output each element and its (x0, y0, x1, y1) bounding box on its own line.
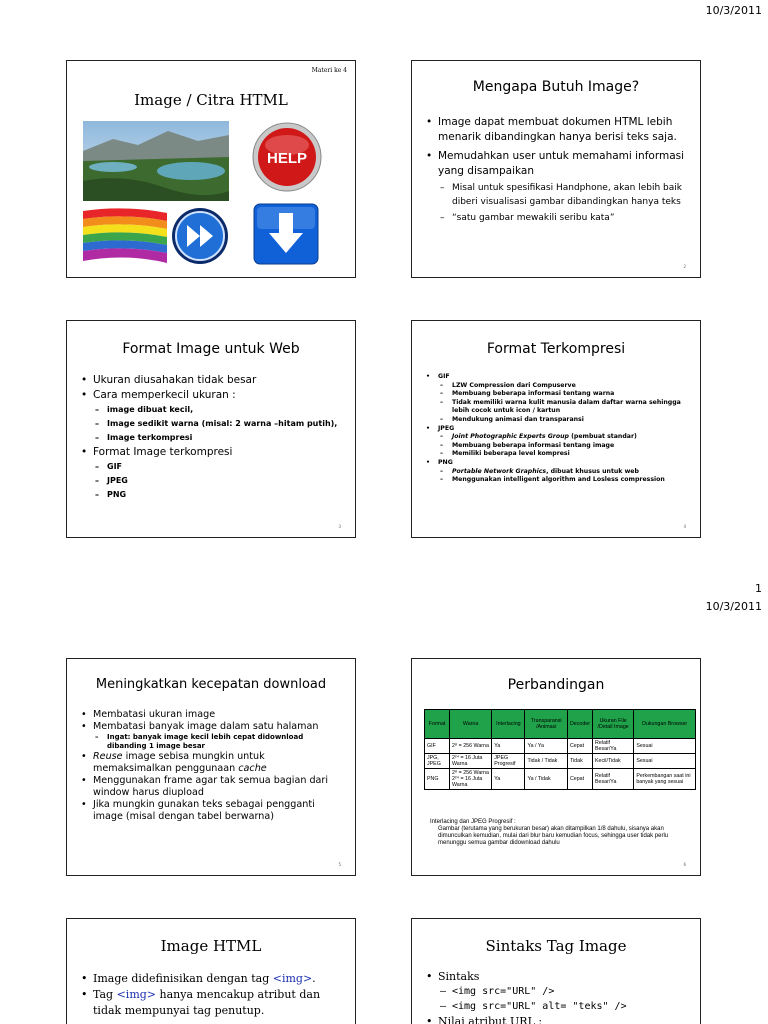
help-icon (251, 121, 323, 193)
table-cell: GIF (425, 739, 450, 754)
table-header: Ukuran File /Detail Image (593, 710, 634, 739)
slide-title: Mengapa Butuh Image? (472, 79, 640, 95)
slide-title: Image HTML (160, 937, 262, 955)
table-cell: Ya (492, 739, 525, 754)
slide-number: 5 (338, 862, 341, 867)
page-date: 10/3/2011 (705, 4, 762, 17)
bullet: • Membatasi banyak image dalam satu halaman (81, 721, 345, 733)
code-line: – <img src="URL" /> (426, 984, 692, 999)
table-cell: 2⁸ = 256 Warna (449, 739, 491, 754)
sub-bullet: – Misal untuk spesifikasi Handphone, akan lebih baik diberi visualisasi gambar dibandingkan hanya teks (426, 181, 688, 209)
table-cell: Relatif Besar/Ya (593, 739, 634, 754)
text: hanya mencakup atribut dan tidak mempunyai tag penutup. (93, 988, 321, 1017)
rainbow-flag-image (83, 207, 167, 265)
slide-7 (66, 918, 356, 1024)
sub-bullet: – LZW Compression dari Compuserve (426, 382, 694, 391)
bullet: • Sintaks (426, 969, 692, 984)
sub-bullet: – Mendukung animasi dan transparansi (426, 416, 694, 425)
table-cell: Sesuai (634, 739, 696, 754)
table-cell: JPG, JPEG (425, 754, 450, 769)
slide-number: 4 (683, 524, 686, 529)
table-header: Decoder (567, 710, 592, 739)
help-text: HELP (266, 150, 308, 167)
bullet (81, 971, 347, 987)
table-header: Dukungan Browser (634, 710, 696, 739)
slide-label: Materi ke 4 (311, 67, 347, 74)
table-header: Interlacing (492, 710, 525, 739)
bullet: • Format Image terkompresi (81, 445, 347, 460)
table-header: Format (425, 710, 450, 739)
text: Image didefinisikan dengan tag (93, 972, 273, 985)
bullet (81, 987, 347, 1019)
note-body: Gambar (terutama yang berukuran besar) akan ditampilkan 1/8 dahulu, sisanya akan dimunculkan kemudian, mulai dari blur baru kemudian focus, sehingga user tidak perlu menunggu semua gambar didownload dahulu (438, 826, 669, 846)
sub-bullet: – Menggunakan intelligent algorithm and Losless compression (426, 476, 694, 485)
sub-bullet: – JPEG (81, 474, 347, 488)
slide-number: 6 (683, 862, 686, 867)
download-arrow-icon (253, 203, 319, 265)
slide-4 (411, 320, 701, 538)
bullet: • PNG (426, 459, 694, 468)
table-header: Transparansi /Animasi (525, 710, 568, 739)
bullet: • Cara memperkecil ukuran : (81, 388, 347, 403)
slide-title: Perbandingan (507, 677, 605, 693)
italic-text: cache (238, 763, 267, 774)
sub-bullet (426, 433, 694, 442)
table-cell: 2²⁴ = 16 Juta Warna (449, 754, 491, 769)
slide-title: Meningkatkan kecepatan download (95, 677, 327, 692)
slide-number: 2 (683, 264, 686, 269)
sub-bullet: – PNG (81, 488, 347, 502)
italic-text: Reuse (93, 751, 123, 762)
bullet: • Memudahkan user untuk memahami informasi yang disampaikan (426, 149, 688, 179)
sub-bullet: – Image sedikit warna (misal: 2 warna –hitam putih), (81, 417, 347, 431)
text: , dibuat khusus untuk web (546, 467, 639, 475)
slide-title: Format Image untuk Web (122, 341, 300, 357)
sub-bullet (426, 468, 694, 477)
table-row (425, 769, 696, 790)
table-cell: Tidak / Tidak (525, 754, 568, 769)
text: Tag (93, 988, 117, 1001)
img-tag: <img> (116, 988, 157, 1001)
italic-text: Joint Photographic Experts Group (452, 433, 569, 441)
slide-title: Image / Citra HTML (134, 91, 288, 109)
table-cell: Tidak (567, 754, 592, 769)
italic-text: Portable Network Graphics (452, 467, 547, 475)
fast-forward-icon (171, 207, 229, 265)
table-row (425, 739, 696, 754)
bullet: • Ukuran diusahakan tidak besar (81, 373, 347, 388)
text: (pembuat standar) (568, 433, 637, 441)
sub-bullet: – Membuang beberapa informasi tentang image (426, 442, 694, 451)
table-cell: Kecil/Tidak (593, 754, 634, 769)
table-note (430, 819, 692, 847)
sub-bullet: – Ingat: banyak image kecil lebih cepat didownload dibanding 1 image besar (81, 733, 345, 751)
sub-bullet: – Tidak memiliki warna kulit manusia dalam daftar warna sehingga lebih cocok untuk icon / kartun (426, 399, 694, 416)
bullet: • Menggunakan frame agar tak semua bagian dari window harus diupload (81, 775, 345, 799)
table-cell: 2⁸ = 256 Warna 2²⁴ = 16 Juta Warna (449, 769, 491, 790)
bullet: • Nilai atribut URL : (426, 1014, 692, 1024)
table-cell: Cepat (567, 769, 592, 790)
table-cell: Ya (492, 769, 525, 790)
img-tag: <img> (272, 972, 313, 985)
slide-6 (411, 658, 701, 876)
table-cell: Ya / Ya (525, 739, 568, 754)
table-header: Warna (449, 710, 491, 739)
table-cell: PNG (425, 769, 450, 790)
page-number: 1 (755, 582, 762, 595)
slide-1 (66, 60, 356, 278)
note-title: Interlacing dan JPEG Progresif : (430, 819, 516, 825)
sub-bullet: – Memiliki beberapa level kompresi (426, 450, 694, 459)
table-cell: Relatif Besar/Ya (593, 769, 634, 790)
slide-3 (66, 320, 356, 538)
table-cell: JPEG Progresif (492, 754, 525, 769)
page-date: 10/3/2011 (705, 600, 762, 613)
comparison-table (424, 709, 696, 790)
slide-title: Sintaks Tag Image (485, 937, 627, 955)
sub-bullet: – GIF (81, 460, 347, 474)
table-cell: Ya / Tidak (525, 769, 568, 790)
slide-title: Format Terkompresi (486, 341, 626, 357)
sub-bullet: – image dibuat kecil, (81, 403, 347, 417)
bullet: • JPEG (426, 425, 694, 434)
bullet: • Membatasi ukuran image (81, 709, 345, 721)
table-cell: Sesuai (634, 754, 696, 769)
text: image sebisa mungkin untuk memaksimalkan penggunaan (93, 751, 265, 774)
bullet: • Jika mungkin gunakan teks sebagai pengganti image (misal dengan tabel berwarna) (81, 799, 345, 823)
table-cell: Cepat (567, 739, 592, 754)
code-line: – <img src="URL" alt= "teks" /> (426, 999, 692, 1014)
table-row (425, 754, 696, 769)
sub-bullet: – “satu gambar mewakili seribu kata” (426, 211, 688, 225)
slide-8 (411, 918, 701, 1024)
slide-2 (411, 60, 701, 278)
bullet (81, 751, 345, 775)
slide-5 (66, 658, 356, 876)
text: . (312, 972, 316, 985)
slide-number: 3 (338, 524, 341, 529)
landscape-image (83, 121, 229, 201)
table-cell: Perkembangan saat ini banyak yang sesuai (634, 769, 696, 790)
sub-bullet: – Membuang beberapa informasi tentang warna (426, 390, 694, 399)
bullet: • Image dapat membuat dokumen HTML lebih menarik dibandingkan hanya berisi teks saja. (426, 115, 688, 145)
sub-bullet: – Image terkompresi (81, 431, 347, 445)
bullet: • GIF (426, 373, 694, 382)
